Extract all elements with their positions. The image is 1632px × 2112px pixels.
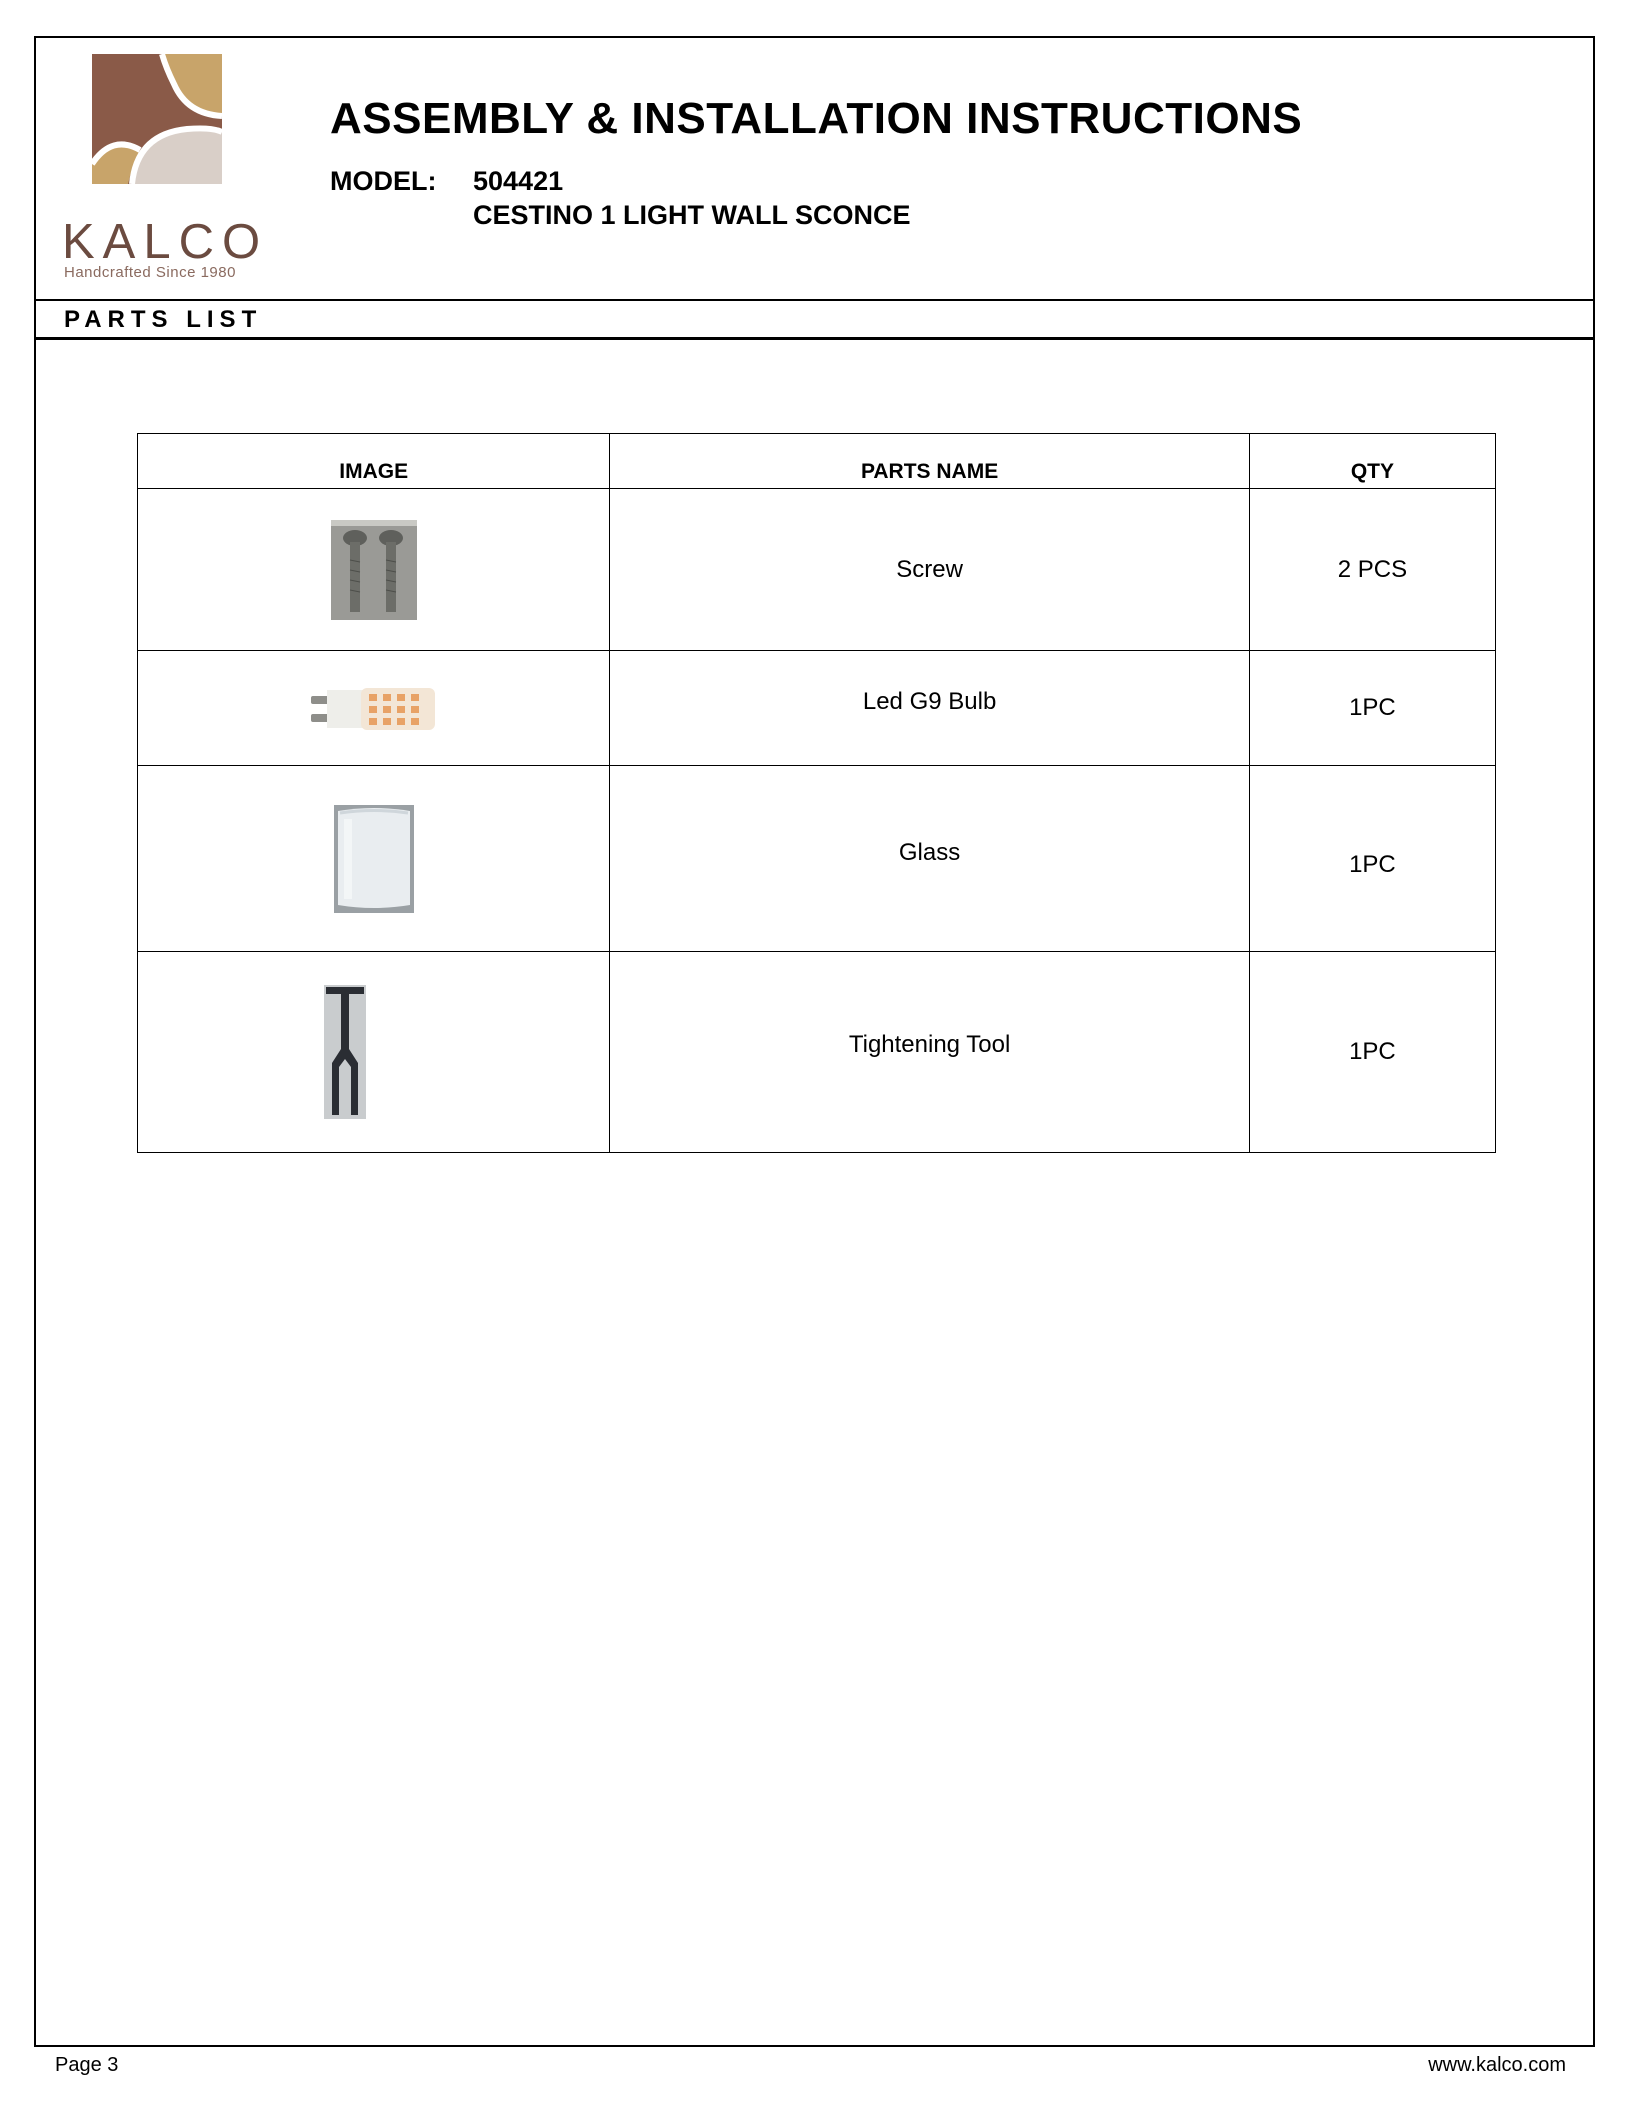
part-image-cell	[138, 952, 610, 1153]
glass-shade-icon	[334, 805, 414, 913]
part-image-cell	[138, 489, 610, 651]
part-qty: 1PC	[1249, 952, 1495, 1153]
parts-table	[137, 433, 1496, 1153]
part-name: Screw	[610, 489, 1249, 651]
part-qty: 2 PCS	[1249, 489, 1495, 651]
column-header-parts-name: PARTS NAME	[610, 434, 1249, 489]
table-row	[138, 766, 1496, 952]
table-row	[138, 651, 1496, 766]
part-name: Led G9 Bulb	[610, 651, 1249, 766]
brand-name: KALCO	[62, 215, 269, 269]
tightening-tool-icon	[324, 985, 366, 1119]
kalco-logo-icon	[92, 54, 222, 184]
part-image-cell	[138, 766, 610, 952]
column-header-qty: QTY	[1249, 434, 1495, 489]
column-header-image: IMAGE	[138, 434, 610, 489]
part-qty: 1PC	[1249, 766, 1495, 952]
table-row	[138, 952, 1496, 1153]
part-name: Tightening Tool	[610, 952, 1249, 1153]
section-divider	[34, 337, 1595, 340]
page-number: Page 3	[55, 2054, 119, 2076]
brand-tagline: Handcrafted Since 1980	[64, 264, 236, 281]
model-number: 504421	[473, 166, 564, 196]
model-label: MODEL:	[330, 166, 437, 196]
bulb-icon	[311, 684, 437, 732]
table-row	[138, 489, 1496, 651]
model-name: CESTINO 1 LIGHT WALL SCONCE	[473, 200, 911, 230]
website-url: www.kalco.com	[1428, 2054, 1566, 2076]
part-qty: 1PC	[1249, 651, 1495, 766]
header-divider	[34, 299, 1595, 301]
section-title: PARTS LIST	[64, 306, 263, 333]
part-image-cell	[138, 651, 610, 766]
part-name: Glass	[610, 766, 1249, 952]
table-header-row	[138, 434, 1496, 489]
screw-icon	[331, 520, 417, 620]
page-title: ASSEMBLY & INSTALLATION INSTRUCTIONS	[330, 94, 1303, 143]
